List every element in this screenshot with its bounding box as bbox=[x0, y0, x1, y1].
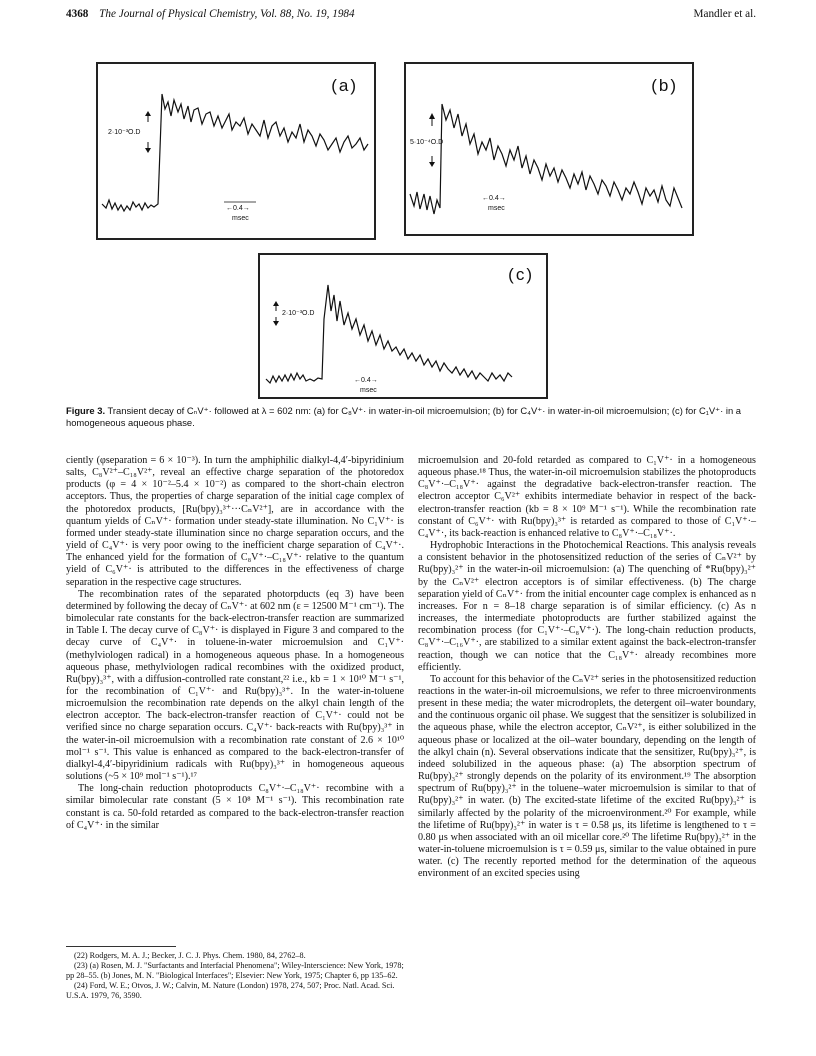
footnote: (23) (a) Rosen, M. J. "Surfactants and Interfacial Phenomena"; Wiley-Interscience: New York, 1978; pp 28–55. (b) Jones, M. N. "Biological Interfaces"; Elsevier: New York, 1975; Chapter 6, pp 135–62. bbox=[66, 961, 404, 980]
header-authors: Mandler et al. bbox=[693, 8, 756, 20]
paragraph: To account for this behavior of the CₙV²⁺ series in the photosensitized reduction reactions in the water-in-oil microemulsions, we refer to three microenvironments present in these media; the water microdroplets, the detergent oil–water boundary, and the continuous organic oil phase. We suggest that the sensitizer is solubilized in the aqueous phase, while the electron acceptor, CₙV²⁺, is either solubilized in the aqueous phase or localized at the oil–water boundary, depending on the length of the alkyl chain (n). Several observations indicate that the sensitizer, Ru(bpy)₃²⁺, is indeed solubilized in the aqueous phase: (a) The absorption spectrum of Ru(bpy)₃²⁺ strongly depends on the polarity of its environment.¹⁹ The absorption spectrum of Ru(bpy)₃²⁺ in the toluene–water microemulsion is similar to that of Ru(bpy)₃²⁺ in water. (b) The excited-state lifetime of the excited Ru(bpy)₃²⁺ is similarly affected by the polarity of the microenvironment.²⁰ For example, while the lifetime of Ru(bpy)₃²⁺ in water is τ = 0.58 μs, its lifetime is lengthened to τ = 0.80 μs when associated with an oil micellar core.²⁰ The lifetime Ru(bpy)₃²⁺ in the water-in-toluene microemulsion is τ = 0.59 μs, similar to the value obtained in pure water. (c) The recently reported method for the determination of the aqueous environment of an excited species using bbox=[418, 673, 757, 880]
paragraph: microemulsion and 20-fold retarded as compared to C₁V⁺· in a homogeneous aqueous phase.¹⁸ Thus, the water-in-oil microemulsion stabilizes the photoproducts C₈V⁺·–C₁₈V⁺· against the degradative back-electron-transfer reaction. The electron acceptor C₆V²⁺ exhibits intermediate behavior in respect of the back-electron-transfer reaction (kb = 8 × 10⁹ M⁻¹ s⁻¹). While the recombination rate constant of C₆V⁺· with Ru(bpy)₃³⁺ is retarded as compared to those of C₁V⁺·–C₄V⁺·, its back-reaction is enhanced relative to C₈V⁺·–C₁₈V⁺·. bbox=[418, 455, 756, 539]
time-unit-a: msec bbox=[232, 215, 249, 222]
left-column bbox=[66, 455, 404, 832]
panel-label-a: (a) bbox=[331, 76, 358, 95]
time-label-b: ←0.4→ bbox=[482, 195, 506, 202]
time-label-c: ←0.4→ bbox=[354, 377, 378, 384]
panel-label-b: (b) bbox=[651, 76, 678, 95]
time-unit-b: msec bbox=[488, 205, 505, 212]
running-header bbox=[66, 8, 756, 26]
footnote-divider bbox=[66, 946, 176, 947]
caption-label: Figure 3. bbox=[66, 405, 106, 416]
paragraph: ciently (φseparation = 6 × 10⁻³). In turn the amphiphilic dialkyl-4,4′-bipyridinium salts, C₈V²⁺–C₁₈V²⁺, reveal an effective charge separation of the photoredox products (φ = 4 × 10⁻²–5.4 × 10⁻²) as compared to the short-chain electron acceptors. Thus, the properties of charge separation of the initial cage complex of the photoredox products, [Ru(bpy)₃³⁺···CₙV²⁺], are in accordance with the quantum yields of CₙV⁺· formation under steady-state illumination. No C₁V⁺· is formed under steady-state illumination since no charge separation occurs, and the yield of C₄V⁺· is very poor owing to the inefficient charge separation of C₄V⁺·. The enhanced yield for the formation of C₈V⁺·–C₁₈V⁺· relative to the quantum yield of C₆V⁺· is attributed to the differences in the effectiveness of charge separation in the respective cage structures. bbox=[66, 455, 404, 588]
right-column bbox=[418, 455, 756, 880]
footnotes bbox=[66, 951, 404, 1001]
paragraph: The long-chain reduction photoproducts C₈V⁺·–C₁₈V⁺· recombine with a similar bimolecular rate constant (5 × 10⁸ M⁻¹ s⁻¹). This recombination rate constant is ca. 50-fold retarded as compared to the back-electron-transfer reaction of C₄V⁺· in the similar bbox=[66, 783, 404, 831]
scale-label-c: 2·10⁻³O.D bbox=[282, 310, 315, 317]
journal-title: The Journal of Physical Chemistry, Vol. 88, No. 19, 1984 bbox=[99, 8, 355, 20]
panel-label-c: (c) bbox=[508, 265, 534, 284]
figure-panel-c bbox=[258, 253, 548, 399]
figure-panel-b bbox=[404, 62, 694, 236]
figure-panel-a bbox=[96, 62, 376, 240]
trace-c bbox=[260, 255, 546, 397]
footnote: (24) Ford, W. E.; Otvos, J. W.; Calvin, M. Nature (London) 1978, 274, 507; Proc. Natl. Acad. Sci. U.S.A. 1979, 76, 3590. bbox=[66, 981, 395, 1000]
caption-text: Transient decay of CₙV⁺· followed at λ = 602 nm: (a) for C₈V⁺· in water-in-oil microemulsion; (b) for C₄V⁺· in water-in-oil microemulsion; (c) for C₁V⁺· in a homogeneous aqueous phase. bbox=[66, 405, 741, 428]
header-left bbox=[66, 8, 355, 20]
paragraph: Hydrophobic Interactions in the Photochemical Reactions. This analysis reveals a consistent behavior in the photosensitized reduction of the series of CₙV²⁺ by Ru(bpy)₃²⁺ in the water-in-oil microemulsion: (a) The quenching of *Ru(bpy)₃²⁺ by the CₙV²⁺ electron acceptors is of similar effectiveness. (b) The charge separation yield of CₙV⁺· from the initial encounter cage complex is enhanced as n increases. For n = 8–18 charge separation is of similar efficiency. (c) As n increases, the intermediate photoproducts are further stabilized against the recombination process (for C₁V⁺·–C₈V⁺·). The long-chain reduction products, C₈V⁺·–C₁₆V⁺·, are stabilized to a similar extent against the back-electron-transfer reaction, though we can notice that the C₁₈V⁺· already recombines more efficiently. bbox=[418, 540, 756, 673]
time-unit-c: msec bbox=[360, 387, 377, 394]
figure-caption bbox=[66, 405, 756, 428]
footnote: (22) Rodgers, M. A. J.; Becker, J. C. J. Phys. Chem. 1980, 84, 2762–8. bbox=[74, 951, 306, 960]
paragraph: The recombination rates of the separated photorpducts (eq 3) have been determined by following the decay of CₙV⁺· at 602 nm (ε = 12500 M⁻¹ cm⁻¹). The bimolecular rate constants for the back-electron-transfer reaction are summarized in Table I. The decay curve of C₈V⁺· is displayed in Figure 3 and compared to the decay curve of C₄V⁺· in toluene-in-water microemulsion and C₁V⁺· (methylviologen radical) in a homogeneous aqueous phase. In a homogeneous aqueous phase, methylviologen radical recombines with the oxidized product, Ru(bpy)₃³⁺, with a diffusion-controlled rate constant,²² i.e., kb = 1 × 10¹⁰ M⁻¹ s⁻¹, for the recombination of C₁V⁺· and Ru(bpy)₃³⁺. In the water-in-toluene microemulsion the recombination rate depends on the alkyl chain length of the electron acceptor. The back-electron-transfer reaction of C₁V⁺· could not be verified since no charge separation occurs. C₄V⁺· back-reacts with Ru(bpy)₃³⁺ in the water-in-oil microemulsion with a recombination rate constant of 2.6 × 10¹⁰ mol⁻¹ s⁻¹. This value is enhanced as compared to the back-electron-transfer of dialkyl-4,4′-bipyridinium radicals with Ru(bpy)₃³⁺ in homogeneous aqueous solutions (~5 × 10⁹ mol⁻¹ s⁻¹).¹⁷ bbox=[66, 588, 404, 783]
trace-b bbox=[406, 64, 692, 234]
page-number: 4368 bbox=[66, 8, 89, 20]
scale-label-a: 2·10⁻³O.D bbox=[108, 129, 141, 136]
scale-label-b: 5·10⁻⁴O.D bbox=[410, 139, 444, 146]
time-label-a: ←0.4→ bbox=[226, 205, 250, 212]
